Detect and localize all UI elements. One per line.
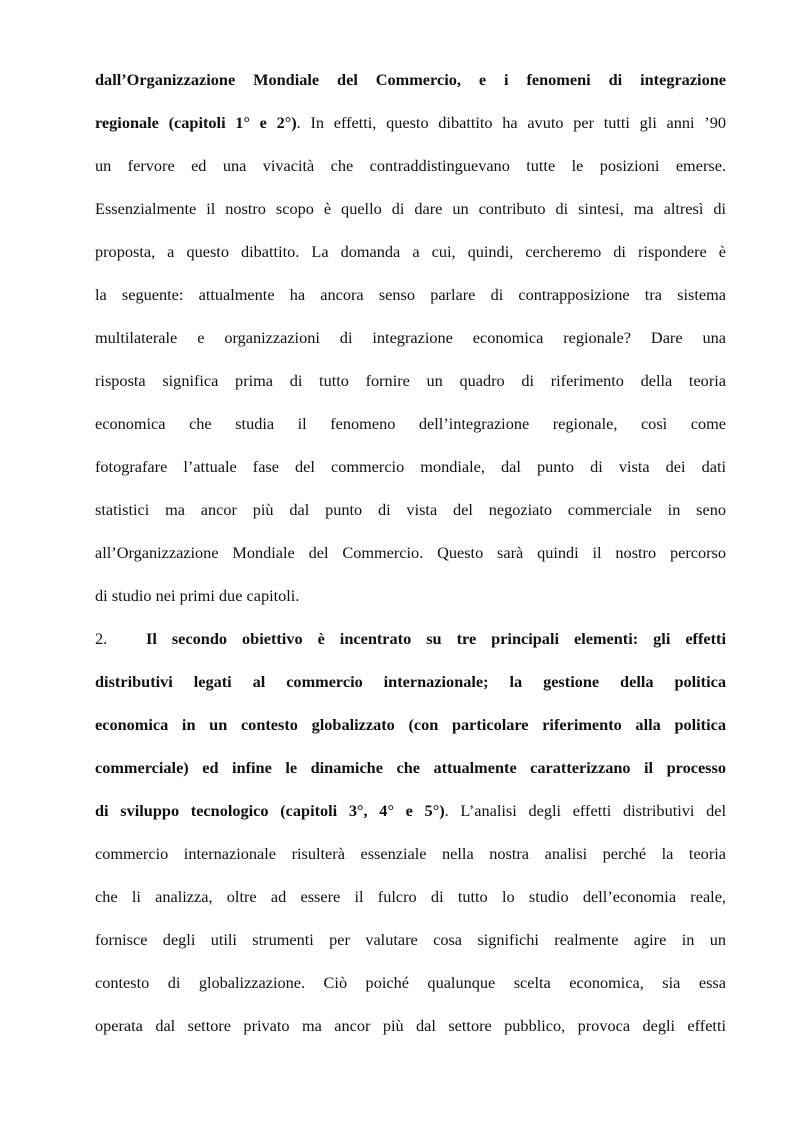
list-item-2	[95, 621, 726, 664]
text-line: la seguente: attualmente ha ancora senso parlare di contrapposizione tra sistema	[95, 285, 726, 304]
text-line: un fervore ed una vivacità che contraddistinguevano tutte le posizioni emerse.	[95, 156, 726, 175]
text-line: commercio internazionale risulterà essenziale nella nostra analisi perché la teoria	[95, 844, 726, 863]
bold-text: distributivi legati al commercio internazionale; la gestione della politica	[95, 672, 726, 691]
text-line	[95, 105, 726, 148]
bold-text: economica in un contesto globalizzato (con particolare riferimento alla politica	[95, 715, 726, 734]
bold-text: dall’Organizzazione Mondiale del Commercio, e i fenomeni di integrazione	[95, 70, 726, 89]
text-line	[95, 793, 726, 836]
text-line: multilaterale e organizzazioni di integrazione economica regionale? Dare una	[95, 328, 726, 347]
text-line	[95, 707, 726, 750]
text-line	[95, 62, 726, 105]
text-line	[95, 664, 726, 707]
text-line: che li analizza, oltre ad essere il fulcro di tutto lo studio dell’economia reale,	[95, 887, 726, 906]
bold-text: commerciale) ed infine le dinamiche che attualmente caratterizzano il processo	[95, 758, 726, 777]
text-line: di studio nei primi due capitoli.	[95, 586, 300, 605]
body-text: . L’analisi degli effetti distributivi del	[444, 801, 726, 820]
bold-text: regionale (capitoli 1° e 2°)	[95, 113, 297, 132]
bold-text: di sviluppo tecnologico (capitoli 3°, 4° e 5°)	[95, 801, 445, 820]
text-line: fornisce degli utili strumenti per valutare cosa significhi realmente agire in un	[95, 930, 726, 949]
text-line: economica che studia il fenomeno dell’integrazione regionale, così come	[95, 414, 726, 433]
text-line: all’Organizzazione Mondiale del Commercio. Questo sarà quindi il nostro percorso	[95, 543, 726, 562]
text-line: fotografare l’attuale fase del commercio mondiale, dal punto di vista dei dati	[95, 457, 726, 476]
document-page	[95, 62, 726, 1051]
text-line: contesto di globalizzazione. Ciò poiché qualunque scelta economica, sia essa	[95, 973, 726, 992]
text-line: risposta significa prima di tutto fornire un quadro di riferimento della teoria	[95, 371, 726, 390]
text-line: proposta, a questo dibattito. La domanda a cui, quindi, cercheremo di rispondere è	[95, 242, 726, 261]
list-number: 2.	[95, 629, 108, 648]
text-line: operata dal settore privato ma ancor più dal settore pubblico, provoca degli effetti	[95, 1016, 726, 1035]
body-text: . In effetti, questo dibattito ha avuto per tutti gli anni ’90	[296, 113, 726, 132]
bold-text: Il secondo obiettivo è incentrato su tre principali elementi: gli effetti	[146, 629, 726, 648]
text-line: statistici ma ancor più dal punto di vista del negoziato commerciale in seno	[95, 500, 726, 519]
text-line	[95, 750, 726, 793]
text-line: Essenzialmente il nostro scopo è quello di dare un contributo di sintesi, ma altresì di	[95, 199, 726, 218]
